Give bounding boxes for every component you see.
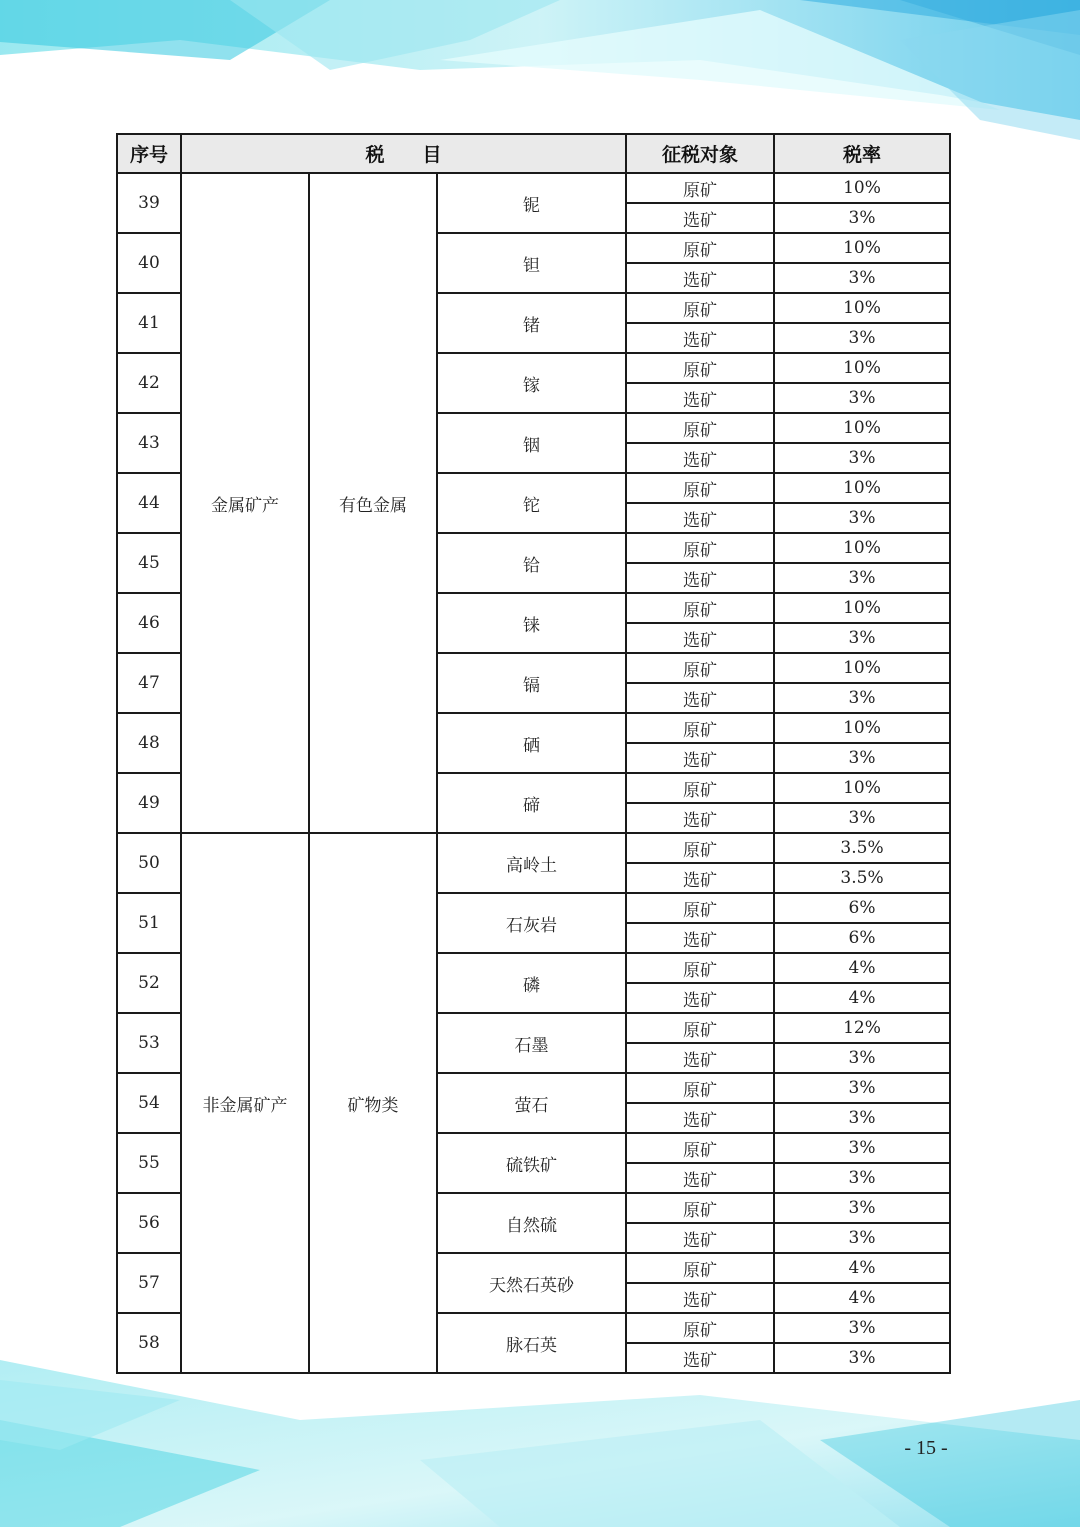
header-seq: 序号	[117, 134, 181, 173]
object-cell: 原矿	[626, 293, 774, 323]
rate-cell: 6%	[774, 893, 950, 923]
object-cell: 选矿	[626, 1283, 774, 1313]
subcategory-cell: 矿物类	[309, 833, 437, 1373]
object-cell: 原矿	[626, 353, 774, 383]
rate-cell: 3%	[774, 1343, 950, 1373]
rate-cell: 3%	[774, 1193, 950, 1223]
object-cell: 原矿	[626, 533, 774, 563]
seq-cell: 56	[117, 1193, 181, 1253]
object-cell: 选矿	[626, 1103, 774, 1133]
category-cell: 金属矿产	[181, 173, 309, 833]
object-cell: 选矿	[626, 203, 774, 233]
rate-cell: 6%	[774, 923, 950, 953]
seq-cell: 48	[117, 713, 181, 773]
mineral-cell: 磷	[437, 953, 626, 1013]
object-cell: 原矿	[626, 773, 774, 803]
header-item: 税 目	[181, 134, 626, 173]
object-cell: 选矿	[626, 263, 774, 293]
object-cell: 原矿	[626, 1313, 774, 1343]
object-cell: 原矿	[626, 1253, 774, 1283]
object-cell: 选矿	[626, 1163, 774, 1193]
rate-cell: 3%	[774, 563, 950, 593]
rate-cell: 10%	[774, 533, 950, 563]
seq-cell: 44	[117, 473, 181, 533]
rate-cell: 3%	[774, 1163, 950, 1193]
mineral-cell: 锗	[437, 293, 626, 353]
seq-cell: 46	[117, 593, 181, 653]
mineral-cell: 石灰岩	[437, 893, 626, 953]
rate-cell: 3%	[774, 743, 950, 773]
object-cell: 原矿	[626, 833, 774, 863]
seq-cell: 39	[117, 173, 181, 233]
object-cell: 原矿	[626, 593, 774, 623]
object-cell: 选矿	[626, 503, 774, 533]
object-cell: 选矿	[626, 1223, 774, 1253]
tax-rate-table	[116, 133, 951, 1374]
object-cell: 原矿	[626, 233, 774, 263]
rate-cell: 4%	[774, 983, 950, 1013]
seq-cell: 58	[117, 1313, 181, 1373]
seq-cell: 57	[117, 1253, 181, 1313]
seq-cell: 55	[117, 1133, 181, 1193]
seq-cell: 53	[117, 1013, 181, 1073]
rate-cell: 3%	[774, 1133, 950, 1163]
rate-cell: 4%	[774, 1253, 950, 1283]
seq-cell: 43	[117, 413, 181, 473]
mineral-cell: 碲	[437, 773, 626, 833]
mineral-cell: 硫铁矿	[437, 1133, 626, 1193]
subcategory-cell: 有色金属	[309, 173, 437, 833]
page-number: - 15 -	[904, 1437, 948, 1459]
rate-cell: 10%	[774, 173, 950, 203]
mineral-cell: 铪	[437, 533, 626, 593]
mineral-cell: 铟	[437, 413, 626, 473]
header-rate: 税率	[774, 134, 950, 173]
mineral-cell: 天然石英砂	[437, 1253, 626, 1313]
rate-cell: 3%	[774, 1043, 950, 1073]
object-cell: 原矿	[626, 1133, 774, 1163]
rate-cell: 3%	[774, 503, 950, 533]
object-cell: 选矿	[626, 983, 774, 1013]
seq-cell: 51	[117, 893, 181, 953]
object-cell: 原矿	[626, 953, 774, 983]
mineral-cell: 铌	[437, 173, 626, 233]
mineral-cell: 脉石英	[437, 1313, 626, 1373]
seq-cell: 50	[117, 833, 181, 893]
object-cell: 选矿	[626, 443, 774, 473]
object-cell: 选矿	[626, 623, 774, 653]
object-cell: 原矿	[626, 1013, 774, 1043]
mineral-cell: 硒	[437, 713, 626, 773]
rate-cell: 3%	[774, 803, 950, 833]
object-cell: 原矿	[626, 473, 774, 503]
object-cell: 原矿	[626, 1193, 774, 1223]
mineral-cell: 石墨	[437, 1013, 626, 1073]
rate-cell: 12%	[774, 1013, 950, 1043]
seq-cell: 41	[117, 293, 181, 353]
rate-cell: 4%	[774, 953, 950, 983]
mineral-cell: 萤石	[437, 1073, 626, 1133]
seq-cell: 45	[117, 533, 181, 593]
mineral-cell: 自然硫	[437, 1193, 626, 1253]
object-cell: 选矿	[626, 1343, 774, 1373]
seq-cell: 40	[117, 233, 181, 293]
seq-cell: 42	[117, 353, 181, 413]
rate-cell: 10%	[774, 473, 950, 503]
rate-cell: 10%	[774, 653, 950, 683]
rate-cell: 3%	[774, 203, 950, 233]
rate-cell: 10%	[774, 773, 950, 803]
mineral-cell: 镓	[437, 353, 626, 413]
rate-cell: 3%	[774, 1223, 950, 1253]
rate-cell: 3%	[774, 443, 950, 473]
mineral-cell: 铼	[437, 593, 626, 653]
rate-cell: 3%	[774, 1073, 950, 1103]
rate-cell: 10%	[774, 713, 950, 743]
seq-cell: 52	[117, 953, 181, 1013]
table-row	[117, 173, 950, 203]
rate-cell: 4%	[774, 1283, 950, 1313]
rate-cell: 3%	[774, 623, 950, 653]
seq-cell: 54	[117, 1073, 181, 1133]
mineral-cell: 铊	[437, 473, 626, 533]
object-cell: 原矿	[626, 1073, 774, 1103]
rate-cell: 3%	[774, 323, 950, 353]
object-cell: 原矿	[626, 893, 774, 923]
object-cell: 选矿	[626, 1043, 774, 1073]
rate-cell: 10%	[774, 413, 950, 443]
mineral-cell: 高岭土	[437, 833, 626, 893]
object-cell: 原矿	[626, 173, 774, 203]
seq-cell: 49	[117, 773, 181, 833]
object-cell: 原矿	[626, 653, 774, 683]
rate-cell: 3%	[774, 263, 950, 293]
category-cell: 非金属矿产	[181, 833, 309, 1373]
rate-cell: 3.5%	[774, 863, 950, 893]
object-cell: 选矿	[626, 803, 774, 833]
rate-cell: 10%	[774, 353, 950, 383]
rate-cell: 10%	[774, 293, 950, 323]
object-cell: 选矿	[626, 323, 774, 353]
rate-cell: 10%	[774, 233, 950, 263]
object-cell: 原矿	[626, 413, 774, 443]
object-cell: 选矿	[626, 863, 774, 893]
rate-cell: 3%	[774, 383, 950, 413]
mineral-cell: 镉	[437, 653, 626, 713]
rate-cell: 3%	[774, 683, 950, 713]
object-cell: 原矿	[626, 713, 774, 743]
object-cell: 选矿	[626, 563, 774, 593]
rate-cell: 3%	[774, 1103, 950, 1133]
object-cell: 选矿	[626, 923, 774, 953]
object-cell: 选矿	[626, 383, 774, 413]
header-object: 征税对象	[626, 134, 774, 173]
rate-cell: 10%	[774, 593, 950, 623]
rate-cell: 3%	[774, 1313, 950, 1343]
object-cell: 选矿	[626, 683, 774, 713]
table-row	[117, 833, 950, 863]
table-header-row	[117, 134, 950, 173]
rate-cell: 3.5%	[774, 833, 950, 863]
seq-cell: 47	[117, 653, 181, 713]
object-cell: 选矿	[626, 743, 774, 773]
mineral-cell: 钽	[437, 233, 626, 293]
